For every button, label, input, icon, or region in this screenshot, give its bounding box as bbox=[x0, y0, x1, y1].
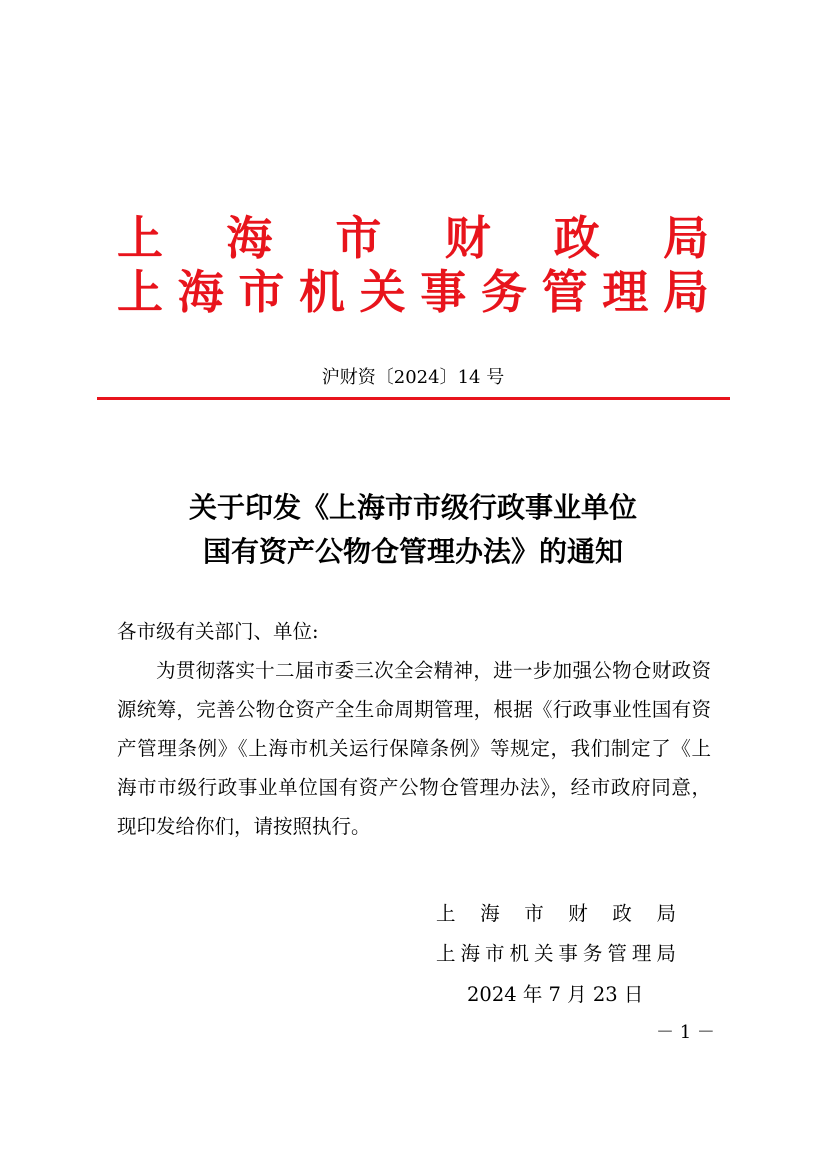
signature-char: 海 bbox=[480, 902, 500, 925]
issuer-char: 财 bbox=[444, 211, 491, 265]
document-title-line-1: 关于印发《上海市市级行政事业单位 bbox=[188, 491, 637, 524]
issuer-char: 事 bbox=[420, 265, 467, 319]
issuer-char: 上 bbox=[117, 265, 163, 319]
issuer-char: 市 bbox=[335, 211, 382, 265]
red-separator-line bbox=[97, 397, 730, 400]
signature-char: 管 bbox=[607, 942, 627, 965]
page-number: － 1 － bbox=[656, 1022, 715, 1043]
issuer-char: 务 bbox=[480, 265, 527, 319]
issuer-char: 市 bbox=[238, 265, 285, 319]
signature-char: 上 bbox=[436, 942, 456, 965]
signature-char: 事 bbox=[558, 942, 578, 965]
signature-date: 2024 年 7 月 23 日 bbox=[467, 983, 644, 1006]
signature-char: 务 bbox=[582, 942, 603, 965]
signature-char: 市 bbox=[524, 902, 544, 925]
issuer-char: 管 bbox=[541, 265, 588, 319]
signature-char: 财 bbox=[568, 902, 588, 925]
issuer-char: 局 bbox=[662, 265, 709, 319]
signature-char: 局 bbox=[656, 902, 676, 925]
salutation: 各市级有关部门、单位: bbox=[117, 620, 319, 643]
issuer-char: 上 bbox=[117, 211, 163, 265]
issuer-char: 局 bbox=[662, 211, 709, 265]
issuer-heading-line-2 bbox=[117, 266, 709, 318]
signature-char: 政 bbox=[612, 902, 632, 925]
issuer-char: 关 bbox=[359, 265, 406, 319]
document-number: 沪财资〔2024〕14 号 bbox=[321, 367, 505, 388]
document-title-line-2: 国有资产公物仓管理办法》的通知 bbox=[202, 535, 623, 568]
signature-org-affairs-bureau bbox=[436, 934, 676, 973]
signature-char: 上 bbox=[436, 902, 456, 925]
issuer-heading-line-1 bbox=[117, 212, 709, 264]
issuer-char: 海 bbox=[226, 211, 273, 265]
body-paragraph: 为贯彻落实十二届市委三次全会精神，进一步加强公物仓财政资源统筹，完善公物仓资产全生命周期管理，根据《行政事业性国有资产管理条例》《上海市机关运行保障条例》等规定，我们制定了《上海市市级行政事业单位国有资产公物仓管理办法》，经市政府同意，现印发给你们，请按照执行。 bbox=[117, 659, 711, 838]
issuer-char: 机 bbox=[298, 265, 345, 319]
issuer-char: 海 bbox=[177, 265, 224, 319]
signature-char: 关 bbox=[533, 942, 554, 965]
signature-char: 市 bbox=[484, 942, 505, 965]
issuer-char: 政 bbox=[553, 211, 600, 265]
issuer-char: 理 bbox=[602, 265, 649, 319]
signature-org-finance-bureau bbox=[436, 894, 676, 933]
signature-char: 海 bbox=[460, 942, 480, 965]
signature-char: 机 bbox=[509, 942, 529, 965]
signature-char: 局 bbox=[656, 942, 676, 965]
signature-char: 理 bbox=[631, 942, 652, 965]
